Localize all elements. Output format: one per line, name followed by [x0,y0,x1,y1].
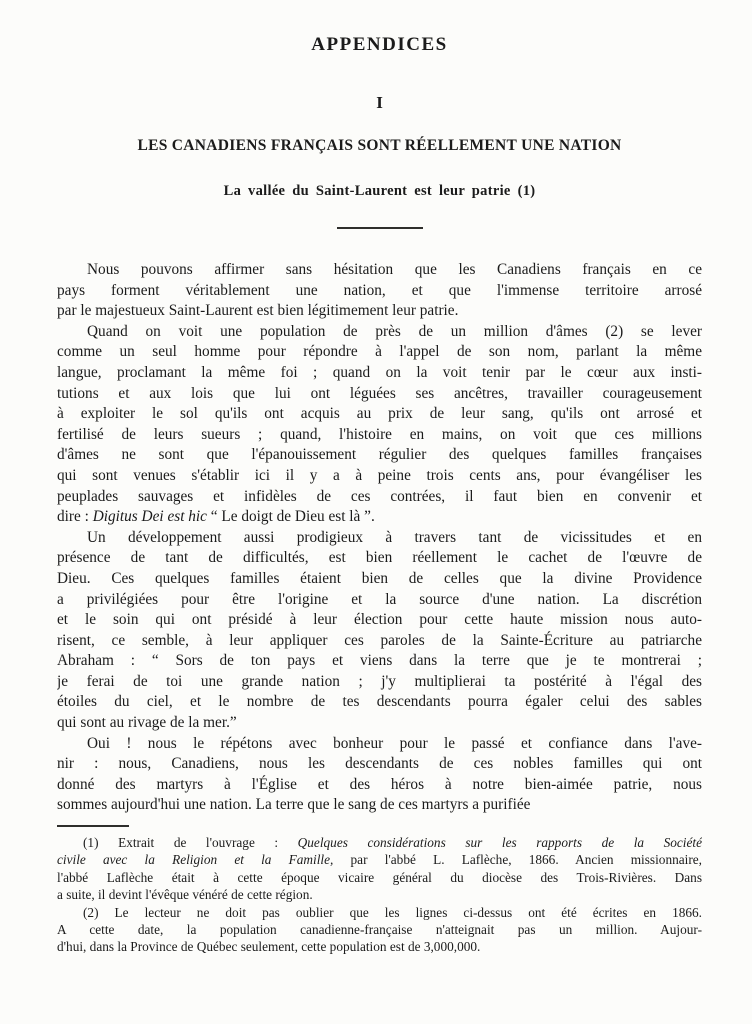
text-line [57,528,702,549]
text-segment: a privilégiées pour être l'origine et la source d'une nation. La discrétion [57,590,702,608]
text-line [57,610,702,631]
text-line [57,631,702,652]
text-line [57,569,702,590]
text-segment: d'hui, dans la Province de Québec seulement, cette population est de 3,000,000. [57,939,481,955]
text-segment: étoiles du ciel, et le nombre de tes descendants pourra égaler celui des sables [57,693,702,711]
text-segment: pays forment véritablement une nation, et que l'immense territoire arrosé [57,281,702,299]
text-line [57,851,702,868]
text-segment: comme un seul homme pour répondre à l'appel de son nom, parlant la même [57,343,702,361]
text-segment: par l'abbé L. Laflèche, 1866. Ancien missionnaire, [333,852,702,868]
text-segment: Quand on voit une population de près de un million d'âmes (2) se lever [87,322,702,340]
text-segment: langue, proclamant la même foi ; quand on la voit tenir par le cœur aux insti- [57,363,702,381]
text-segment: dire : [57,508,93,526]
text-line [57,713,702,734]
text-line [57,692,702,713]
text-segment: qui sont venues s'établir ici il y a à peine trois cents ans, pour évangéliser les [57,466,702,484]
footnote [57,834,702,904]
text-segment: sommes aujourd'hui une nation. La terre que le sang de ces martyrs a purifiée [57,796,531,814]
text-segment: Un développement aussi prodigieux à travers tant de vicissitudes et en [87,528,702,546]
text-segment: tutions et aux lois que lui ont léguées ses ancêtres, travailler courageusement [57,384,702,402]
text-segment: à exploiter le sol qu'ils ont acquis au prix de leur sang, qu'ils ont arrosé et [57,405,702,423]
text-segment: (2) Le lecteur ne doit pas oublier que les lignes ci-dessus ont été écrites en 1866. [83,904,702,920]
section-subtitle: La vallée du Saint-Laurent est leur patrie (1) [223,183,536,199]
text-segment: qui sont au rivage de la mer.” [57,714,237,732]
italic-text: civile avec la Religion et la Famille, [57,852,334,868]
text-segment: risent, ce semble, à leur appliquer ces paroles de la Sainte-Écriture au patriarche [57,631,702,649]
paragraph [57,528,702,734]
text-line [57,886,702,903]
text-segment: je ferai de toi une grande nation ; j'y multiplierai ta postérité à l'égal des [57,672,702,690]
paragraph [57,322,702,528]
text-line [57,260,702,281]
text-line [57,445,702,466]
text-line [57,466,702,487]
text-line [57,938,702,955]
text-segment: fertilisé de leurs sueurs ; quand, l'histoire en mains, on voit que ces millions [57,425,702,443]
italic-text: Quelques considérations sur les rapports de la Société [297,835,702,851]
text-line [57,404,702,425]
text-line [57,281,702,302]
text-line [57,363,702,384]
text-line [57,301,702,322]
text-segment: présence de tant de difficultés, est bien réellement le cachet de l'œuvre de [57,549,702,567]
text-segment: peuplades sauvages et infidèles de ces contrées, il faut bien en convenir et [57,487,702,505]
text-segment: Dieu. Ces quelques familles étaient bien de celles que la divine Providence [57,569,702,587]
text-segment: “ Le doigt de Dieu est là ”. [206,508,375,526]
text-segment: A cette date, la population canadienne-française n'atteignait pas un million. Aujour- [57,921,702,937]
text-segment: Abraham : “ Sors de ton pays et viens dans la terre que je te montrerai ; [57,652,702,670]
text-line [57,795,702,816]
text-line [57,834,702,851]
text-segment: Oui ! nous le répétons avec bonheur pour le passé et confiance dans l'ave- [87,734,702,752]
text-segment: donné des martyrs à l'Église et des héros à notre bien-aimée patrie, nous [57,775,702,793]
text-line [57,487,702,508]
footnote [57,904,702,956]
text-line [57,590,702,611]
text-segment: a suite, il devint l'évêque vénéré de cette région. [57,887,313,903]
text-line [57,342,702,363]
text-line [57,754,702,775]
text-line [57,869,702,886]
text-line [57,384,702,405]
text-line [57,425,702,446]
section-number: I [376,93,383,112]
italic-text: Digitus Dei est hic [92,508,207,526]
text-segment: (1) Extrait de l'ouvrage : [83,835,298,851]
appendices-heading: APPENDICES [311,34,448,55]
text-line [57,775,702,796]
paragraph [57,734,702,816]
text-line [57,734,702,755]
body-paragraphs [57,260,702,816]
text-segment: Nous pouvons affirmer sans hésitation que les Canadiens français en ce [87,261,702,278]
text-line [57,672,702,693]
text-line [57,507,702,528]
text-segment: et le soin qui ont présidé à leur élection pour cette haute mission nous auto- [57,611,702,629]
text-segment: d'âmes ne sont que l'épanouissement régulier des quelques familles françaises [57,446,702,464]
text-segment: par le majestueux Saint-Laurent est bien légitimement leur patrie. [57,302,459,320]
text-line [57,322,702,343]
text-line [57,921,702,938]
footnote-rule [57,825,129,827]
text-line [57,651,702,672]
text-line [57,548,702,569]
section-title: LES CANADIENS FRANÇAIS SONT RÉELLEMENT UNE NATION [137,137,622,154]
footnotes [57,834,702,956]
paragraph [57,260,702,322]
text-line [57,904,702,921]
text-segment: nir : nous, Canadiens, nous les descendants de ces nobles familles qui ont [57,755,702,773]
text-segment: l'abbé Laflèche était à cette époque vicaire général du diocèse des Trois-Rivières. Dans [57,869,702,885]
title-divider [337,227,423,229]
